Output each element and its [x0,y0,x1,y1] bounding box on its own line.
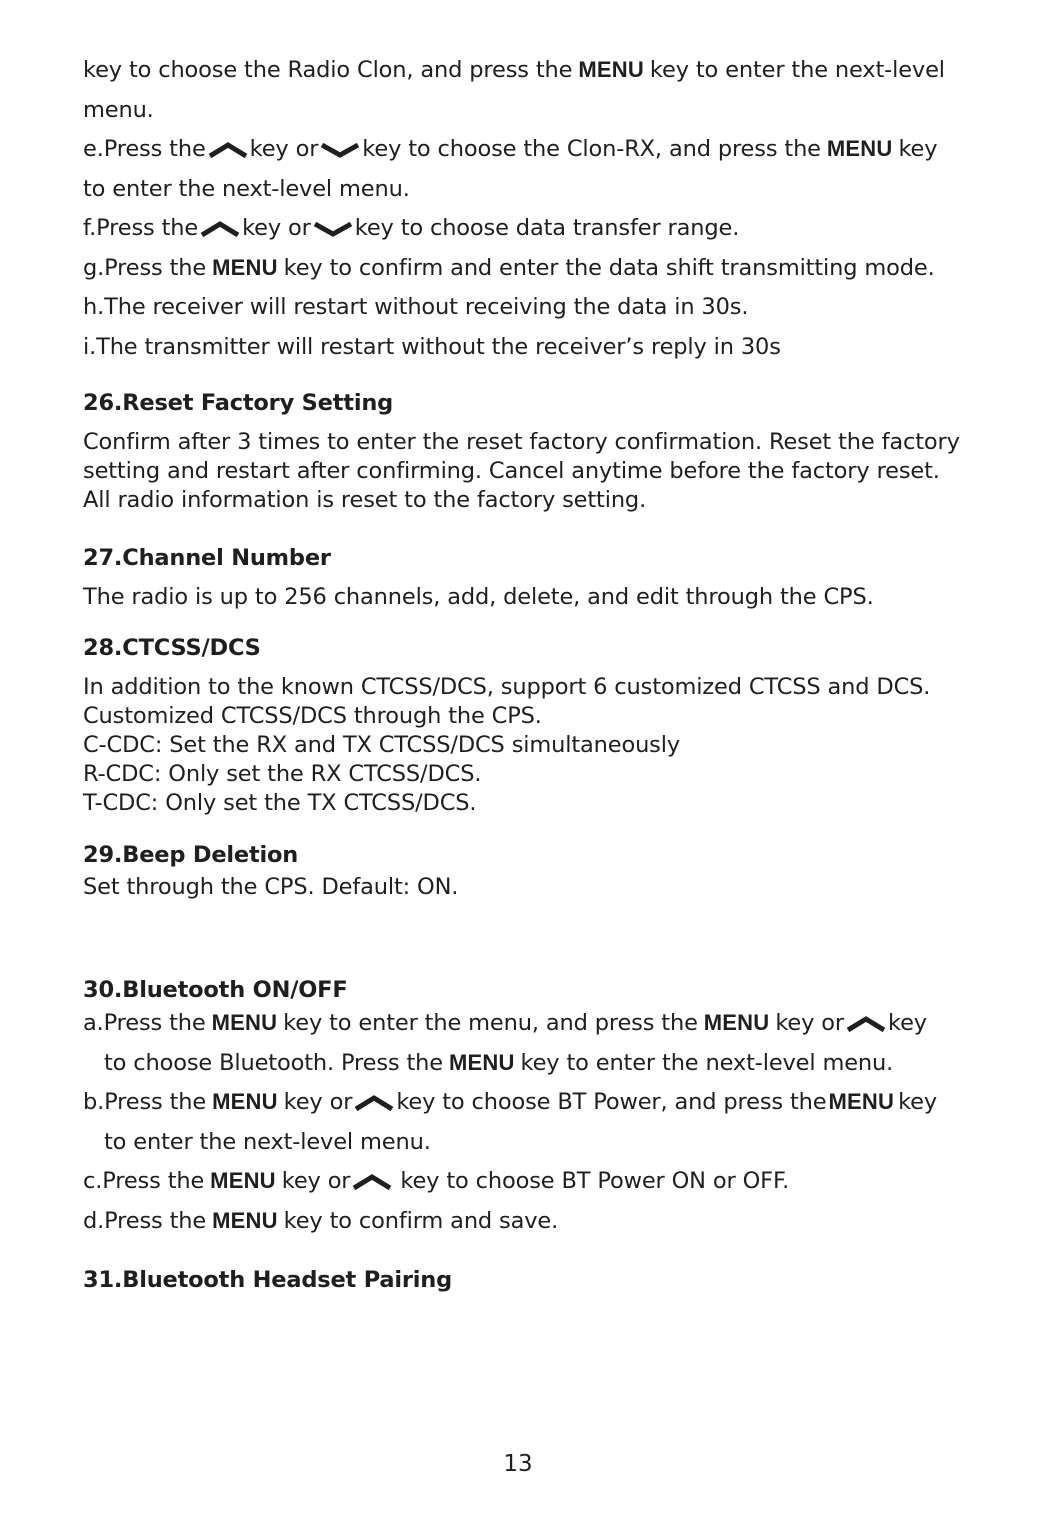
section-heading-27: 27.Channel Number [83,545,331,571]
page-number: 13 [503,1451,533,1477]
section-heading-31: 31.Bluetooth Headset Pairing [83,1267,453,1293]
step-g [83,253,935,283]
section-28-line-2: Customized CTCSS/DCS through the CPS. [83,703,542,729]
text-segment: e.Press the [83,136,206,162]
chevron-up-icon [200,221,240,237]
step-30-d [83,1206,558,1236]
text-segment: key or [249,136,319,162]
text-segment: key or [775,1010,845,1036]
text-segment: key to confirm and save. [283,1208,559,1234]
text-segment: g.Press the [83,255,207,281]
section-heading-30: 30.Bluetooth ON/OFF [83,977,348,1003]
step-30-c [83,1166,789,1196]
menu-key-label: MENU [211,1010,278,1035]
menu-key-label: MENU [212,255,278,280]
menu-key-label: MENU [703,1010,770,1035]
text-segment: to choose Bluetooth. Press the [104,1050,443,1076]
menu-key-label: MENU [828,1089,895,1114]
text-segment: key or [281,1168,351,1194]
text-segment: key to enter the next-level [649,57,945,83]
step-e [83,134,937,164]
text-segment: key to enter the next-level menu. [520,1050,894,1076]
step-30-b [83,1087,937,1117]
section-26-line-1: Confirm after 3 times to enter the reset factory confirmation. Reset the factory [83,429,960,455]
text-line [83,174,410,204]
text-line [83,95,154,125]
chevron-up-icon [846,1016,886,1032]
chevron-down-icon [320,142,360,158]
text-segment: to enter the next-level menu. [83,176,410,202]
chevron-up-icon [208,142,248,158]
chevron-down-icon [313,221,353,237]
text-segment: key to choose BT Power, and press the [396,1089,827,1115]
text-segment: key [898,136,938,162]
text-segment: key or [283,1089,353,1115]
text-segment: key or [242,215,311,241]
section-28-line-3: C-CDC: Set the RX and TX CTCSS/DCS simultaneously [83,732,681,758]
text-segment: key to choose BT Power ON or OFF. [400,1168,790,1194]
text-segment: menu. [83,97,154,123]
text-line [83,55,945,85]
text-segment: key [898,1089,937,1115]
chevron-up-icon [352,1174,392,1190]
section-28-line-5: T-CDC: Only set the TX CTCSS/DCS. [83,790,477,816]
step-i [83,332,781,362]
menu-key-label: MENU [826,136,893,161]
step-30-b-cont [104,1127,431,1157]
text-segment: key to choose data transfer range. [354,215,740,241]
text-segment: d.Press the [83,1208,207,1234]
menu-key-label: MENU [578,57,644,82]
step-f [83,213,739,243]
text-segment: key to confirm and enter the data shift transmitting mode. [283,255,935,281]
text-segment: b.Press the [83,1089,207,1115]
menu-key-label: MENU [212,1208,278,1233]
section-heading-29: 29.Beep Deletion [83,842,299,868]
menu-key-label: MENU [448,1050,515,1075]
text-segment: a.Press the [83,1010,206,1036]
section-26-line-2: setting and restart after confirming. Cancel anytime before the factory reset. [83,458,940,484]
step-30-a [83,1008,927,1038]
section-29-line-1: Set through the CPS. Default: ON. [83,874,459,900]
text-segment: key to enter the menu, and press the [283,1010,698,1036]
text-segment: to enter the next-level menu. [104,1129,431,1155]
text-segment: h.The receiver will restart without receiving the data in 30s. [83,294,749,320]
section-28-line-4: R-CDC: Only set the RX CTCSS/DCS. [83,761,482,787]
section-heading-26: 26.Reset Factory Setting [83,390,394,416]
text-segment: f.Press the [83,215,199,241]
step-30-a-cont [104,1048,893,1078]
chevron-up-icon [354,1095,394,1111]
text-segment: i.The transmitter will restart without the receiver’s reply in 30s [83,334,781,360]
manual-page [83,0,993,1535]
menu-key-label: MENU [210,1168,276,1193]
section-28-line-1: In addition to the known CTCSS/DCS, support 6 customized CTCSS and DCS. [83,674,931,700]
text-segment: key to choose the Clon-RX, and press the [362,136,821,162]
text-segment: c.Press the [83,1168,205,1194]
text-segment: key [888,1010,927,1036]
section-27-line-1: The radio is up to 256 channels, add, delete, and edit through the CPS. [83,584,874,610]
section-26-line-3: All radio information is reset to the factory setting. [83,487,647,513]
menu-key-label: MENU [212,1089,278,1114]
step-h [83,292,748,322]
text-segment: key to choose the Radio Clon, and press the [83,57,573,83]
section-heading-28: 28.CTCSS/DCS [83,635,261,661]
